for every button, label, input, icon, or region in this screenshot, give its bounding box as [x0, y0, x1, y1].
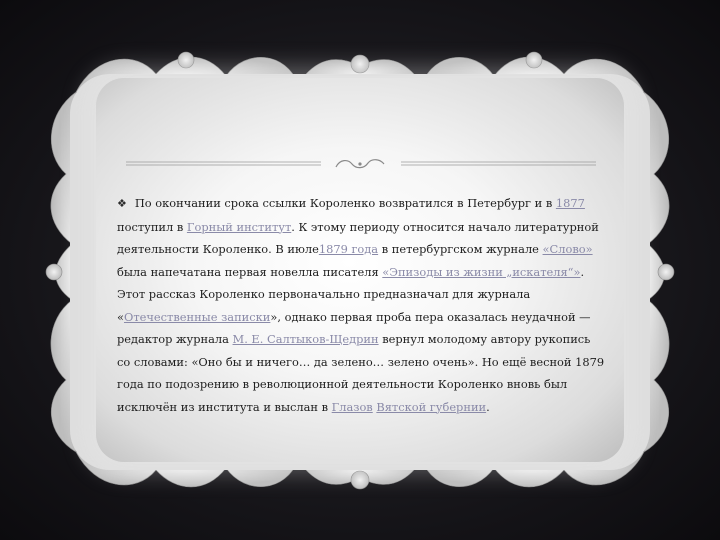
- text-segment: По окончании срока ссылки Короленко возвратился в Петербург и в: [134, 196, 556, 210]
- text-segment: .: [486, 399, 490, 414]
- link-gorny-institut[interactable]: Горный институт: [186, 219, 292, 234]
- text-segment: . К этому периоду относится начало литературной деятельности Короленко. В июле: [117, 219, 599, 256]
- text-segment: поступил в: [117, 219, 187, 234]
- text-segment: . Этот рассказ Короленко первоначально предназначал для журнала «: [117, 264, 585, 324]
- link-1879[interactable]: 1879 года: [318, 242, 379, 256]
- divider-ornament-icon: [126, 158, 596, 170]
- link-1877[interactable]: 1877: [555, 196, 585, 210]
- link-otechestvennye-zapiski[interactable]: Отечественные записки: [123, 309, 271, 324]
- text-segment: вернул молодому автору рукопись со словами: «Оно бы и ничего… да зелено… зелено очень». Но ещё весной 1879 года по подозрению в революционной деятельности Короленко вновь был исключён из института и выслан в: [117, 332, 605, 414]
- text-segment: в петербургском журнале: [378, 242, 543, 256]
- main-paragraph: [117, 192, 607, 418]
- link-slovo[interactable]: «Слово»: [542, 242, 593, 256]
- link-episodes[interactable]: «Эпизоды из жизни „искателя“»: [382, 264, 581, 279]
- link-glazov[interactable]: Глазов: [331, 399, 373, 414]
- link-vyatka[interactable]: Вятской губернии: [376, 399, 487, 414]
- link-saltykov[interactable]: М. Е. Салтыков-Щедрин: [232, 332, 379, 346]
- text-segment: », однако первая проба пера оказалась неудачной — редактор журнала: [117, 309, 591, 346]
- text-segment: была напечатана первая новелла писателя: [117, 264, 383, 279]
- diamond-bullet-icon: ❖: [117, 197, 127, 210]
